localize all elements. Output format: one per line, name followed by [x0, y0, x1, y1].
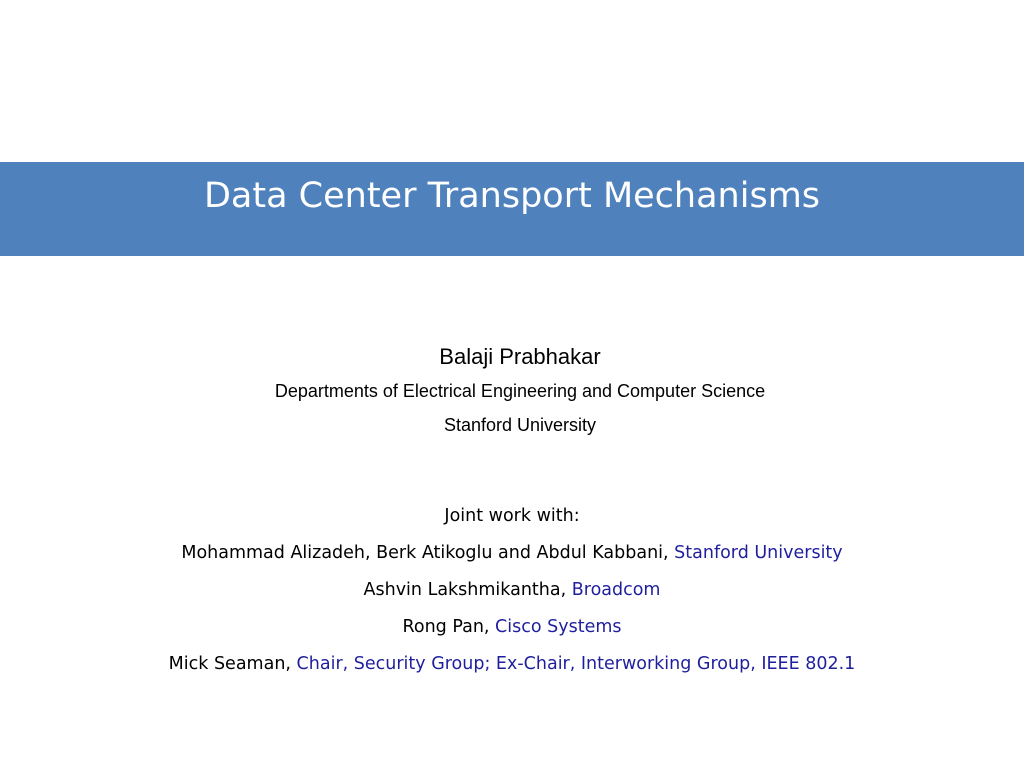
collaborator-names: Rong Pan, [402, 617, 496, 637]
collaborator-names: Mick Seaman, [168, 654, 297, 674]
collaborator-line [0, 572, 1024, 609]
author-department: Departments of Electrical Engineering and Computer Science [274, 381, 766, 401]
collaborator-line [0, 646, 1024, 683]
collaborators-heading: Joint work with: [444, 506, 580, 526]
slide-title: Data Center Transport Mechanisms [203, 176, 821, 216]
author-institution: Stanford University [443, 415, 597, 435]
collaborator-affiliation: Cisco Systems [495, 617, 622, 637]
author-name: Balaji Prabhakar [439, 344, 601, 369]
collaborator-names: Mohammad Alizadeh, Berk Atikoglu and Abdul Kabbani, [181, 543, 675, 563]
collaborator-names: Ashvin Lakshmikantha, [363, 580, 572, 600]
collaborator-affiliation: Chair, Security Group; Ex-Chair, Interworking Group, IEEE 802.1 [296, 654, 856, 674]
collaborator-affiliation: Stanford University [674, 543, 843, 563]
collaborators-block [0, 498, 1024, 683]
collaborator-line [0, 609, 1024, 646]
author-block [0, 340, 1024, 442]
collaborator-line [0, 535, 1024, 572]
collaborator-affiliation: Broadcom [571, 580, 661, 600]
